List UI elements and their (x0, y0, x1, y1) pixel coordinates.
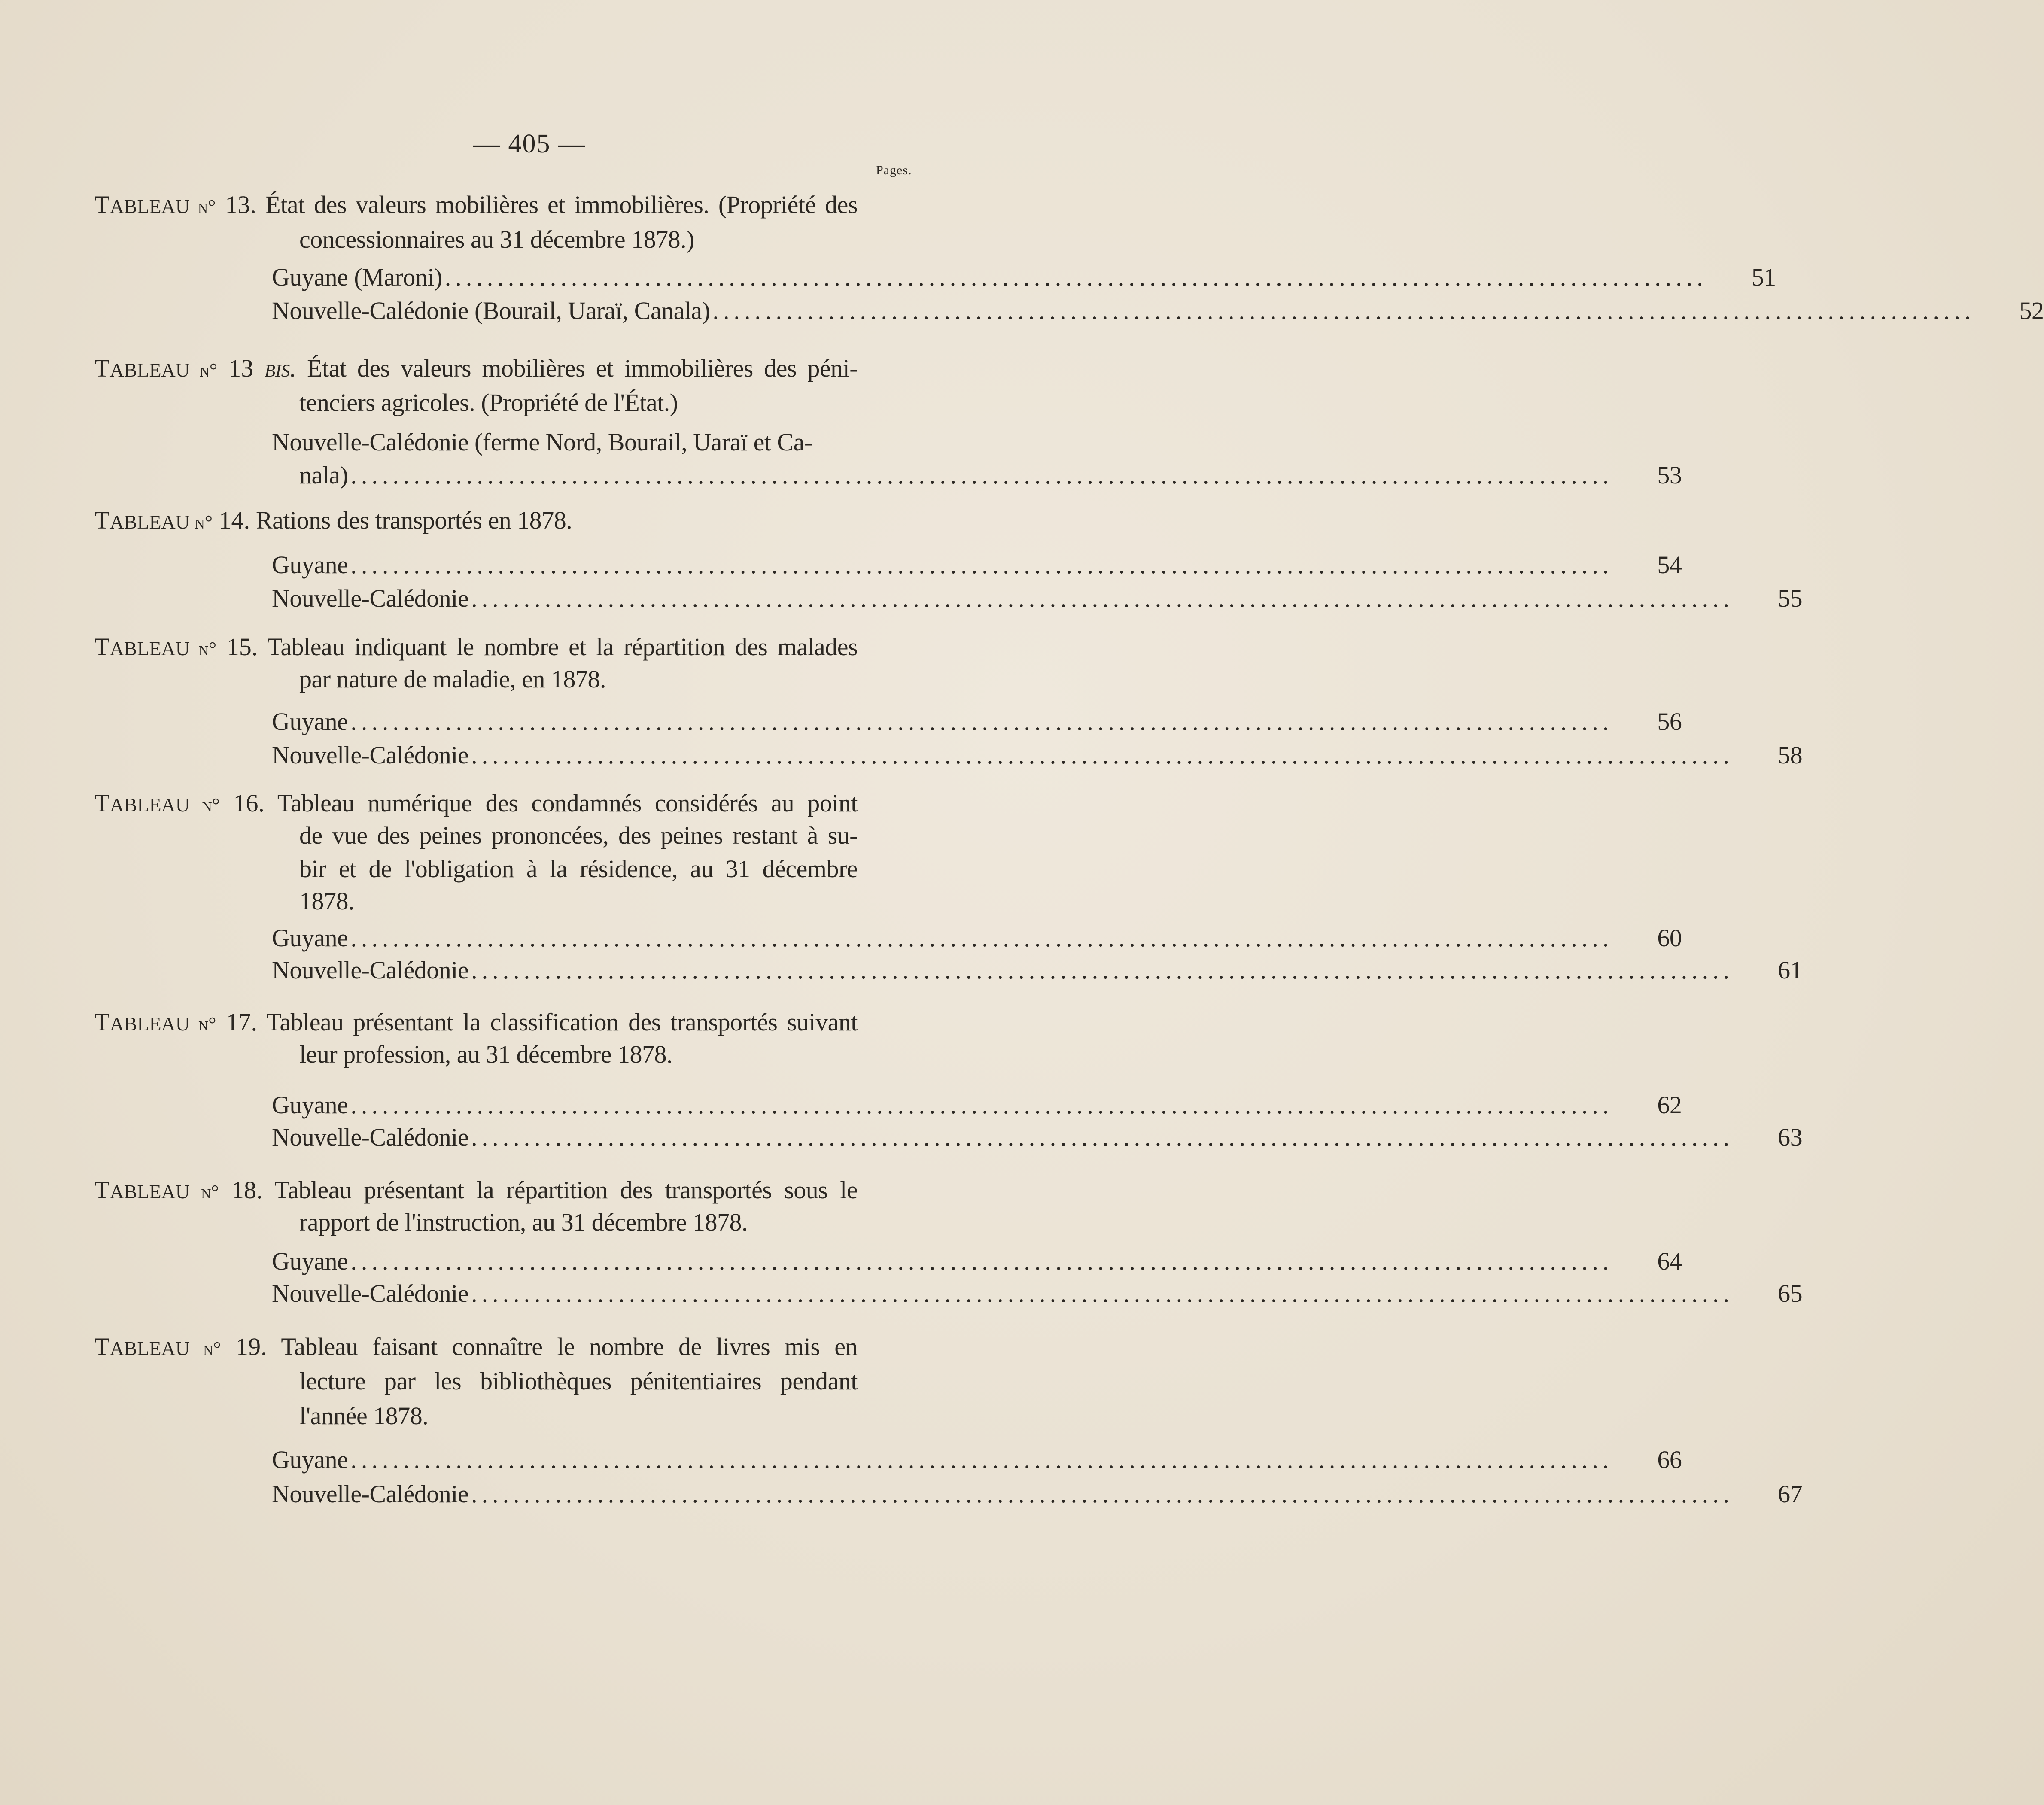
table-number: 18. (231, 1176, 263, 1204)
table-label (94, 1333, 267, 1361)
entry-title-text: par nature de maladie, en 1878. (299, 665, 606, 693)
page-ref: 54 (1657, 551, 1682, 579)
entry-title-text: Tableau numérique des condamnés considérés au point (277, 789, 858, 817)
dot-leader: ........................................................................................................................ (471, 1123, 1734, 1151)
entry-title-text: 1878. (299, 887, 354, 915)
entry-item[interactable] (272, 548, 1682, 582)
entry-title-text: bir et de l'obligation à la résidence, au 31 décembre (299, 855, 858, 883)
dot-leader: ........................................................................................................................ (350, 551, 1613, 579)
table-label (94, 354, 296, 382)
entry-title-line (299, 852, 858, 886)
dot-leader: ........................................................................................................................ (350, 707, 1613, 735)
item-name: Nouvelle-Calédonie (ferme Nord, Bourail, Uaraï et Ca- (272, 428, 812, 456)
item-name: Nouvelle-Calédonie (272, 1480, 469, 1508)
label-prefix-rest: ABLEAU n° (110, 1337, 221, 1359)
table-label (94, 1008, 257, 1036)
entry-title-line (94, 188, 858, 222)
label-prefix: T (94, 632, 110, 661)
dot-leader: ........................................................................................................................ (471, 584, 1734, 613)
entry-item[interactable] (272, 1088, 1682, 1122)
dot-leader: ........................................................................................................................ (350, 461, 1613, 489)
entry-title-text: tenciers agricoles. (Propriété de l'État.) (299, 389, 678, 417)
label-prefix-rest: ABLEAU n° (110, 195, 216, 218)
entry-title-line (299, 1205, 748, 1240)
entry-title-text: Tableau indiquant le nombre et la répartition des malades (267, 632, 858, 661)
entry-item[interactable] (272, 294, 2044, 328)
item-name: Guyane (272, 707, 348, 735)
entry-title-line (299, 386, 678, 420)
entry-item[interactable] (272, 425, 812, 459)
page-ref: 51 (1751, 263, 1776, 292)
entry-title-line (299, 662, 606, 696)
entry-title-text: Tableau présentant la répartition des transportés sous le (274, 1176, 858, 1204)
label-prefix: T (94, 1176, 110, 1204)
label-prefix-rest: ABLEAU n° (110, 637, 217, 659)
dot-leader: ........................................................................................................................ (350, 924, 1613, 952)
page-ref: 66 (1657, 1445, 1682, 1474)
entry-item[interactable] (272, 1477, 1803, 1511)
label-prefix-rest: ABLEAU n° (110, 794, 220, 816)
dot-leader: ........................................................................................................................ (471, 1279, 1734, 1308)
table-number: 19. (236, 1332, 267, 1361)
entry-title-line (299, 1364, 858, 1398)
item-name: Nouvelle-Calédonie (272, 741, 469, 769)
page-ref: 53 (1657, 461, 1682, 489)
item-name: Nouvelle-Calédonie (272, 1123, 469, 1151)
dot-leader: ........................................................................................................................ (712, 296, 1975, 325)
label-prefix: T (94, 354, 110, 382)
table-label (94, 633, 258, 661)
entry-title-line (94, 351, 858, 386)
table-number: 13. (225, 191, 256, 219)
page-ref: 67 (1778, 1480, 1803, 1508)
page-ref: 58 (1778, 741, 1803, 769)
item-name: Nouvelle-Calédonie (272, 956, 469, 985)
table-number-suffix: bis. (265, 354, 296, 382)
item-name: nala) (299, 461, 348, 489)
entry-title-text: concessionnaires au 31 décembre 1878.) (299, 225, 694, 253)
entry-title-text: de vue des peines prononcées, des peines restant à su- (299, 821, 858, 850)
dot-leader: ........................................................................................................................ (350, 1247, 1613, 1276)
item-name: Nouvelle-Calédonie (Bourail, Uaraï, Canala) (272, 296, 710, 325)
entry-title-text: rapport de l'instruction, au 31 décembre 1878. (299, 1208, 748, 1237)
entry-title-text: leur profession, au 31 décembre 1878. (299, 1040, 672, 1068)
label-prefix-rest: ABLEAU n° (110, 359, 218, 381)
page-number: — 405 — (473, 129, 586, 158)
page-ref: 64 (1657, 1247, 1682, 1276)
entry-item[interactable] (272, 1244, 1682, 1279)
dot-leader: ........................................................................................................................ (444, 263, 1707, 292)
label-prefix-rest: ABLEAU n° (110, 1012, 216, 1035)
entry-item[interactable] (272, 1276, 1803, 1311)
entry-title-text: Tableau présentant la classification des transportés suivant (266, 1008, 858, 1036)
entry-title-line (299, 1399, 428, 1433)
table-number: 17. (226, 1008, 258, 1036)
label-prefix: T (94, 1008, 110, 1036)
entry-title-line (94, 1330, 858, 1364)
item-name: Guyane (272, 1445, 348, 1474)
dot-leader: ........................................................................................................................ (350, 1445, 1613, 1474)
table-label (94, 789, 265, 817)
entry-title-text: Tableau faisant connaître le nombre de livres mis en (281, 1332, 858, 1361)
entry-item[interactable] (272, 953, 1803, 988)
entry-title-text: État des valeurs mobilières et immobilières. (Propriété des (265, 191, 858, 219)
table-number: 15. (226, 632, 258, 661)
page-ref: 62 (1657, 1091, 1682, 1119)
entry-title-line (94, 1005, 858, 1039)
page-ref: 65 (1778, 1279, 1803, 1308)
table-number: 16. (233, 789, 265, 817)
entry-title-text: lecture par les bibliothèques pénitentiaires pendant (299, 1367, 858, 1395)
entry-title-line (94, 786, 858, 820)
dot-leader: ........................................................................................................................ (471, 1480, 1734, 1508)
entry-item[interactable] (299, 458, 1682, 492)
label-prefix: T (94, 1332, 110, 1361)
entry-item[interactable] (272, 738, 1803, 772)
page-ref: 55 (1778, 584, 1803, 613)
dot-leader: ........................................................................................................................ (350, 1091, 1613, 1119)
entry-item[interactable] (272, 260, 1776, 295)
entry-title-text: l'année 1878. (299, 1401, 429, 1430)
label-prefix: T (94, 191, 110, 219)
entry-title-line (299, 884, 354, 918)
entry-title-line (299, 818, 858, 853)
entry-title-line (299, 222, 694, 257)
page-ref: 52 (2019, 296, 2044, 325)
entry-title-text: État des valeurs mobilières et immobilières des péni- (307, 354, 858, 382)
entry-item[interactable] (272, 705, 1682, 739)
entry-title-line (94, 503, 572, 538)
item-name: Guyane (272, 924, 348, 952)
entry-item[interactable] (272, 1120, 1803, 1155)
item-name: Nouvelle-Calédonie (272, 584, 469, 613)
table-number: 13 (228, 354, 254, 382)
table-label (94, 191, 256, 219)
dot-leader: ........................................................................................................................ (471, 956, 1734, 985)
page-ref: 60 (1657, 924, 1682, 952)
label-prefix: T (94, 789, 110, 817)
dot-leader: ........................................................................................................................ (471, 741, 1734, 769)
entry-title-text: Rations des transportés en 1878. (255, 506, 572, 534)
page-ref: 56 (1657, 707, 1682, 735)
item-name: Guyane (Maroni) (272, 263, 442, 292)
entry-item[interactable] (272, 1443, 1682, 1477)
table-number: 14. (219, 506, 250, 534)
page-ref: 61 (1778, 956, 1803, 985)
item-name: Guyane (272, 1247, 348, 1276)
entry-item[interactable] (272, 921, 1682, 955)
table-label (94, 506, 250, 534)
item-name: Nouvelle-Calédonie (272, 1279, 469, 1308)
entry-title-line (299, 1037, 672, 1072)
item-name: Guyane (272, 1091, 348, 1119)
entry-title-line (94, 630, 858, 664)
label-prefix-rest: ABLEAU n° (110, 1181, 219, 1203)
entry-title-line (94, 1173, 858, 1207)
pages-column-header: Pages. (876, 163, 912, 177)
label-prefix-rest: ABLEAU n° (110, 511, 213, 533)
entry-item[interactable] (272, 581, 1803, 616)
label-prefix: T (94, 506, 110, 534)
item-name: Guyane (272, 551, 348, 579)
page-ref: 63 (1778, 1123, 1803, 1151)
table-label (94, 1176, 263, 1204)
